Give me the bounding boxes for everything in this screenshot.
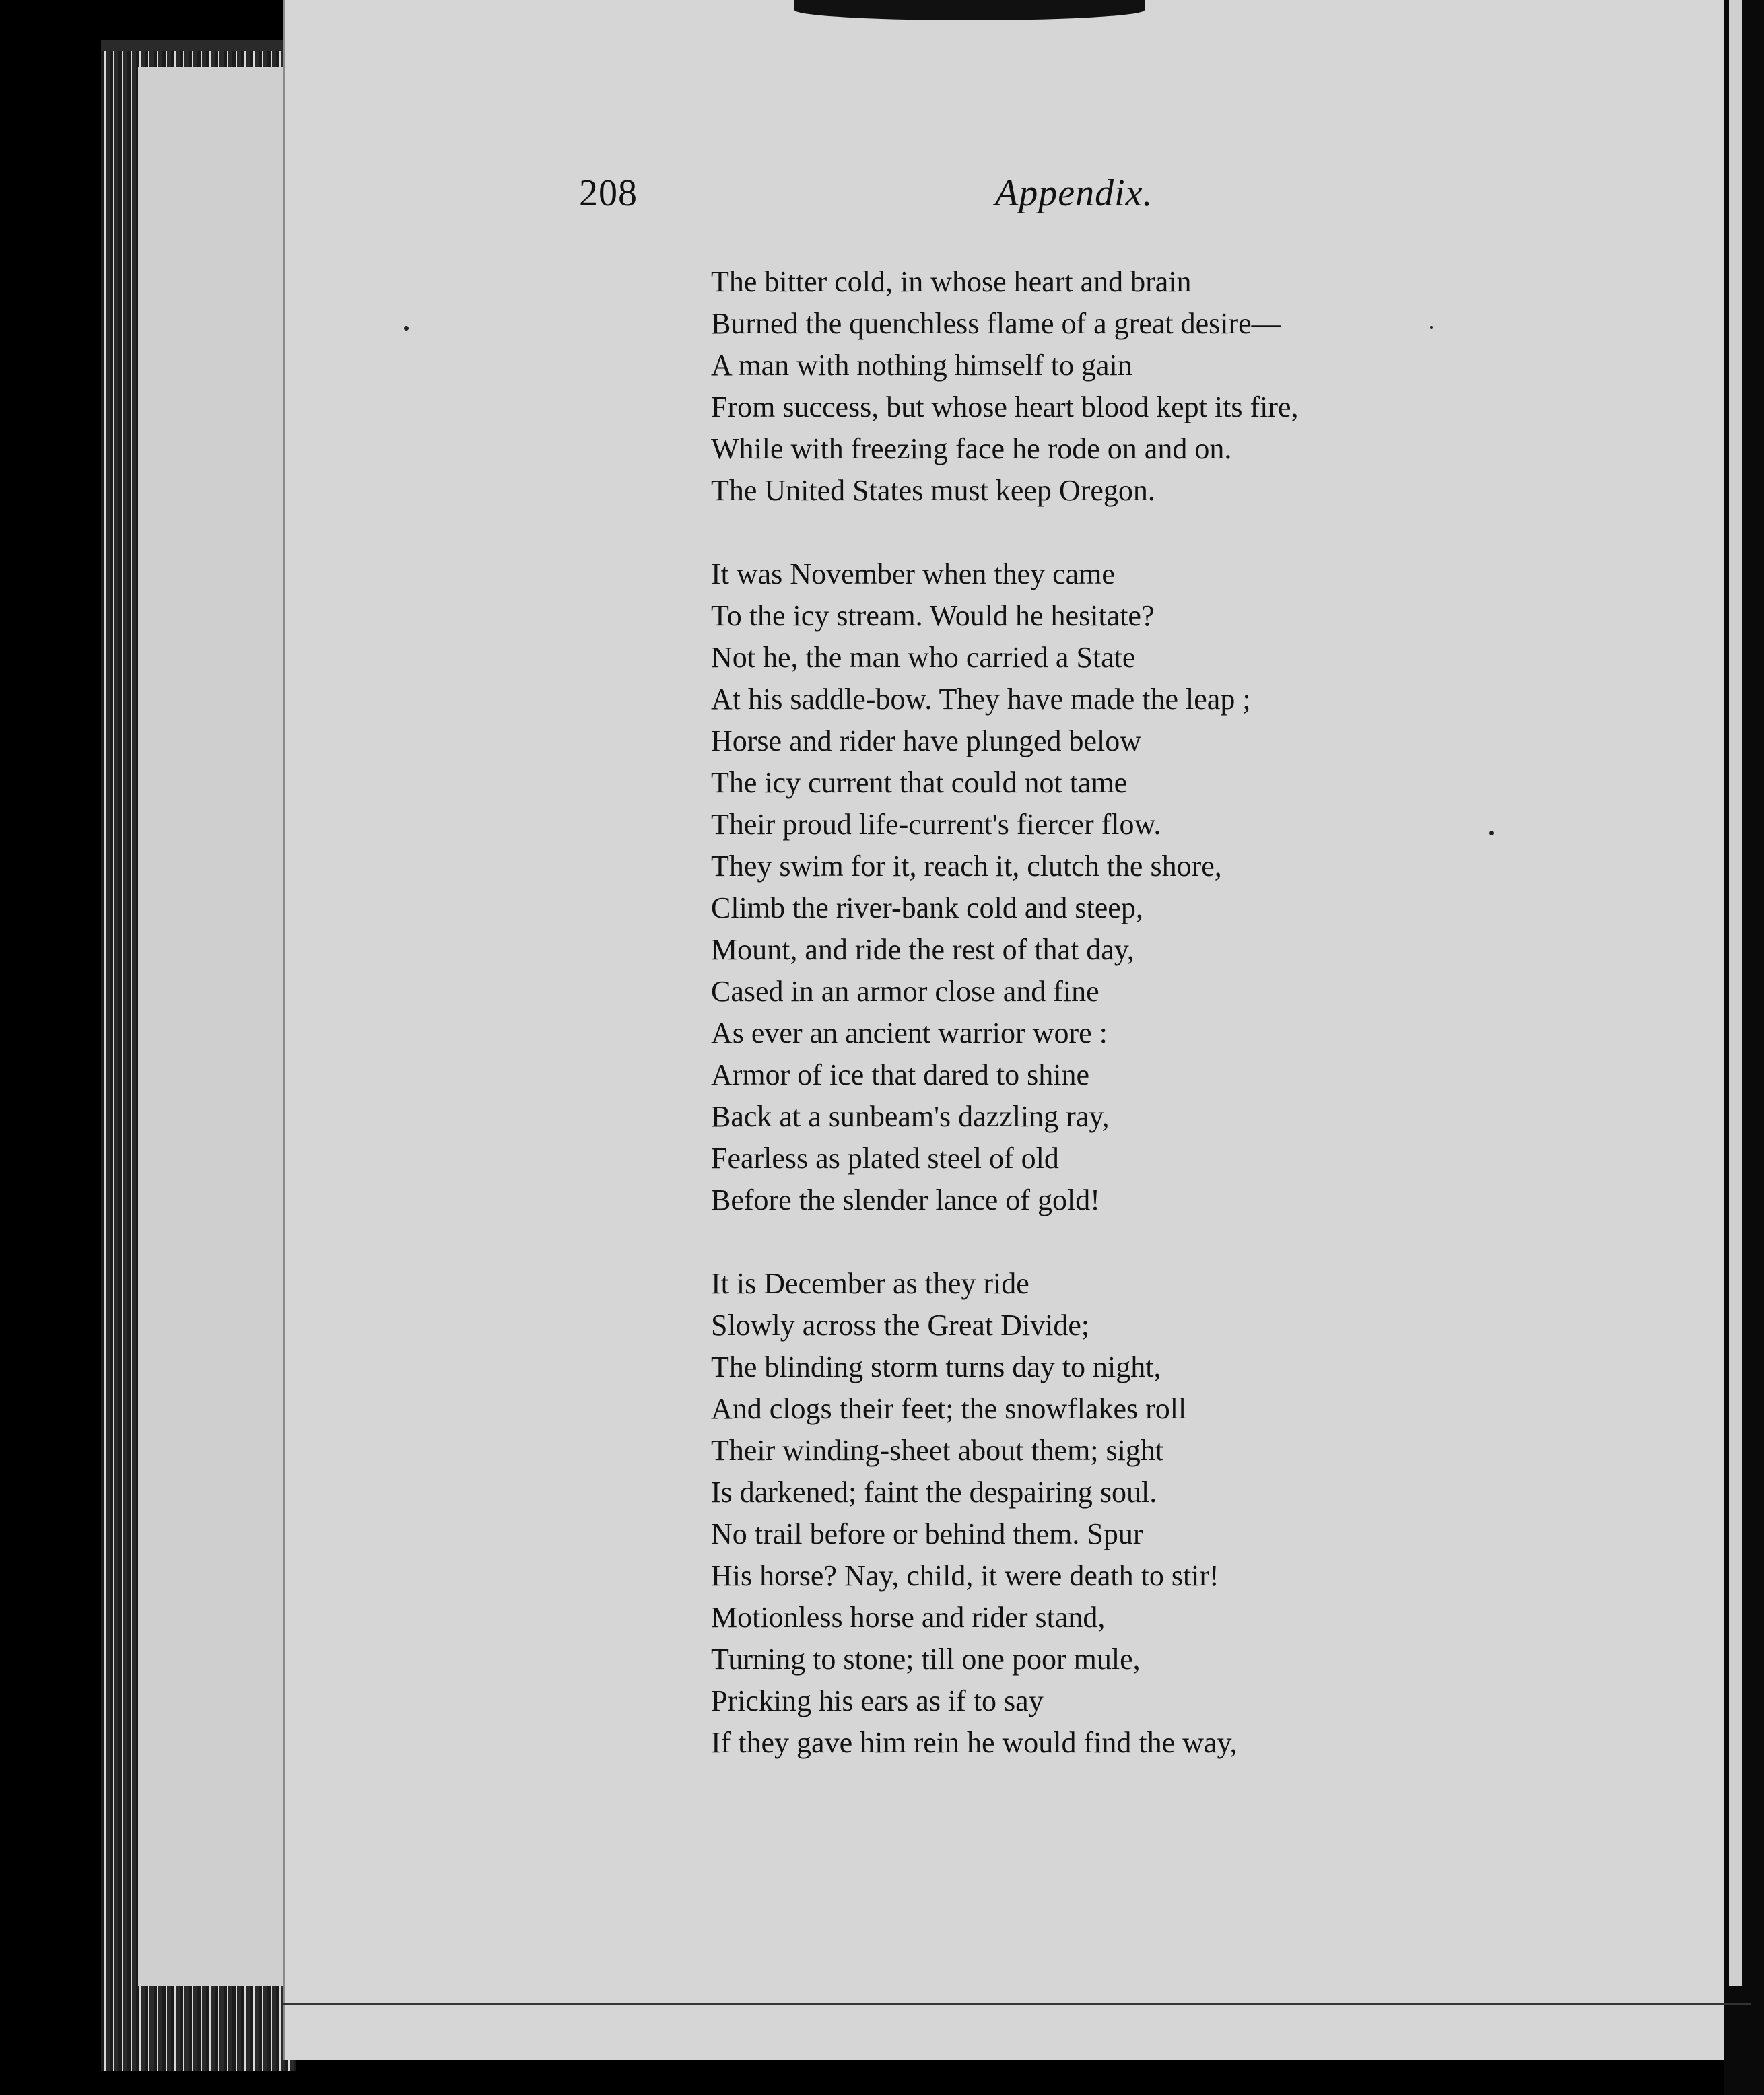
paper-speck [404, 326, 409, 331]
poem-line: If they gave him rein he would find the way, [711, 1726, 1237, 1759]
poem-line: The United States must keep Oregon. [711, 474, 1155, 507]
paper-speck [1430, 326, 1433, 329]
poem-line: Before the slender lance of gold! [711, 1183, 1100, 1216]
poem-line: Climb the river-bank cold and steep, [711, 891, 1143, 924]
poem-line: It is December as they ride [711, 1267, 1029, 1300]
stanza [711, 1263, 1505, 1764]
poem-line: While with freezing face he rode on and on. [711, 432, 1232, 465]
book-edge-inner [138, 67, 290, 1986]
poem-line: Pricking his ears as if to say [711, 1684, 1044, 1717]
poem-line: At his saddle-bow. They have made the leap ; [711, 683, 1251, 716]
poem-line: It was November when they came [711, 557, 1115, 590]
poem-line: A man with nothing himself to gain [711, 349, 1132, 382]
poem-line: Horse and rider have plunged below [711, 724, 1142, 757]
poem-line: To the icy stream. Would he hesitate? [711, 599, 1155, 632]
poem-line: His horse? Nay, child, it were death to stir! [711, 1559, 1219, 1592]
poem-line: Not he, the man who carried a State [711, 641, 1136, 674]
poem-line: Turning to stone; till one poor mule, [711, 1643, 1141, 1676]
page-bottom-edge [283, 2003, 1751, 2005]
poem-line: The blinding storm turns day to night, [711, 1350, 1161, 1383]
poem-line: No trail before or behind them. Spur [711, 1517, 1143, 1550]
poem-line: Burned the quenchless flame of a great desire— [711, 307, 1281, 340]
paper-speck [1489, 831, 1494, 835]
poem-line: Armor of ice that dared to shine [711, 1058, 1090, 1091]
poem-line: Their winding-sheet about them; sight [711, 1434, 1164, 1467]
poem-line: Fearless as plated steel of old [711, 1142, 1059, 1175]
poem-line: The icy current that could not tame [711, 766, 1128, 799]
poem-line: Slowly across the Great Divide; [711, 1309, 1090, 1342]
poem-line: Cased in an armor close and fine [711, 975, 1099, 1008]
facing-page-edge [1729, 0, 1742, 1986]
poem-line: The bitter cold, in whose heart and brain [711, 265, 1192, 298]
poem-line: And clogs their feet; the snowflakes roll [711, 1392, 1187, 1425]
poem-line: From success, but whose heart blood kept its fire, [711, 390, 1299, 423]
poem-line: Back at a sunbeam's dazzling ray, [711, 1100, 1110, 1133]
poem-line: Is darkened; faint the despairing soul. [711, 1476, 1157, 1509]
stanza [711, 553, 1505, 1221]
poem-body [711, 261, 1505, 1810]
page-header [0, 172, 1764, 226]
running-head: Appendix. [995, 172, 1153, 214]
page-number: 208 [579, 172, 638, 214]
stanza [711, 261, 1505, 512]
poem-line: Motionless horse and rider stand, [711, 1601, 1106, 1634]
poem-line: They swim for it, reach it, clutch the shore, [711, 850, 1222, 883]
scan-top-shadow [794, 0, 1145, 20]
poem-line: Their proud life-current's fiercer flow. [711, 808, 1161, 841]
poem-line: As ever an ancient warrior wore : [711, 1017, 1108, 1050]
poem-line: Mount, and ride the rest of that day, [711, 933, 1134, 966]
